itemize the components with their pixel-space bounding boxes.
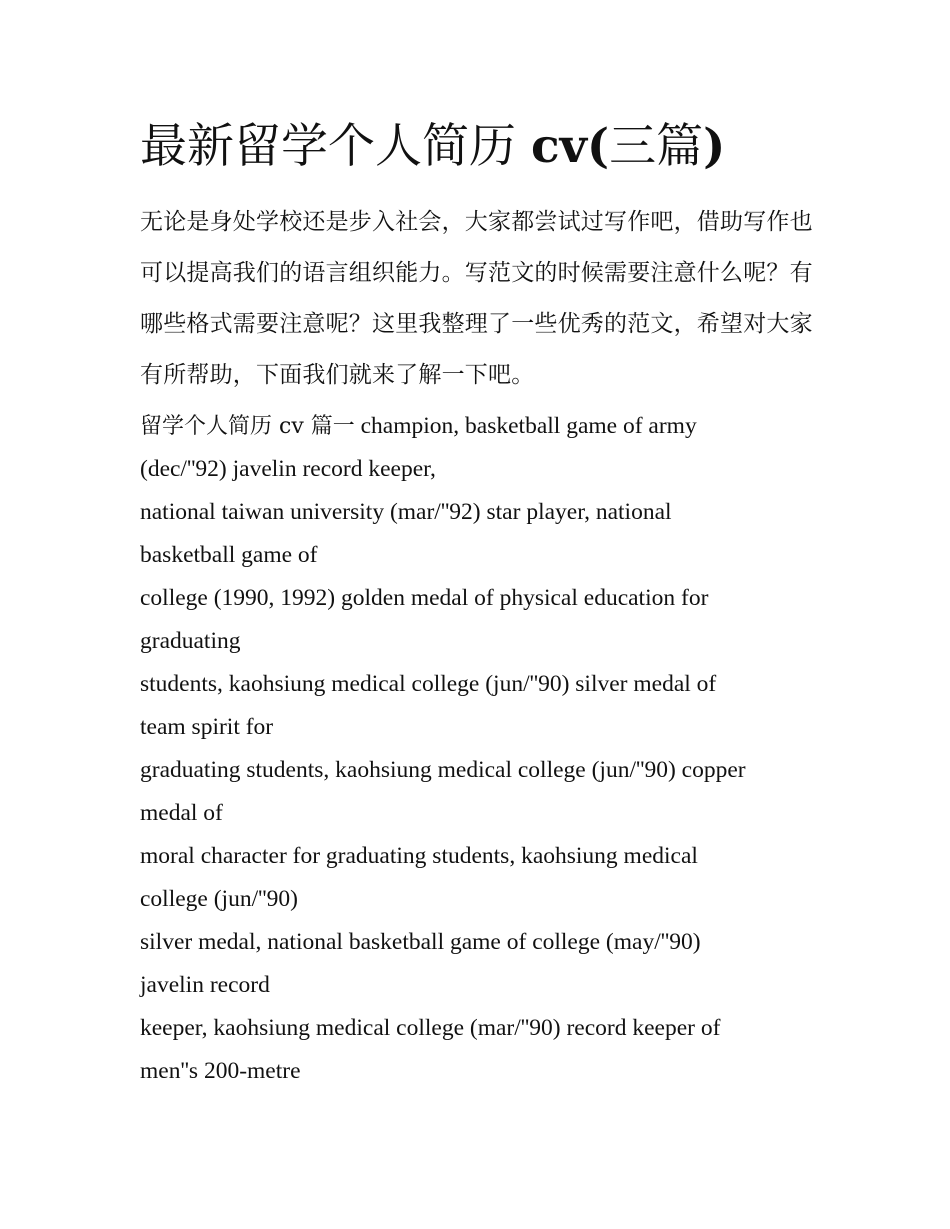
title-latin: cv( [530, 119, 610, 174]
cv-line: men''s 200-metre [140, 1058, 301, 1084]
cv-line: basketball game of [140, 542, 318, 568]
cv-line: moral character for graduating students, kaohsiung medical [140, 843, 698, 869]
cv-line: college (jun/''90) [140, 886, 298, 912]
cv-line: 留学个人简历 cv 篇一 champion, basketball game of army [140, 413, 697, 439]
cv-line: medal of [140, 800, 223, 826]
cv-line: graduating students, kaohsiung medical college (jun/''90) copper [140, 757, 746, 783]
cv-line: graduating [140, 628, 241, 654]
title-chinese: 最新留学个人简历 [140, 119, 516, 174]
intro-paragraph: 无论是身处学校还是步入社会，大家都尝试过写作吧，借助写作也可以提高我们的语言组织能力。写范文的时候需要注意什么呢？有哪些格式需要注意呢？这里我整理了一些优秀的范文，希望对大家有所帮助，下面我们就来了解一下吧。 [140, 209, 813, 388]
cv-line: (dec/''92) javelin record keeper, [140, 456, 436, 482]
cv-line: keeper, kaohsiung medical college (mar/''90) record keeper of [140, 1015, 721, 1041]
title-close: ) [703, 119, 726, 174]
section-heading: 留学个人简历 cv 篇一 [140, 414, 355, 439]
title-chinese-end: 三篇 [609, 119, 704, 174]
document-title [140, 113, 725, 181]
cv-line: college (1990, 1992) golden medal of physical education for [140, 585, 709, 611]
cv-line: students, kaohsiung medical college (jun/''90) silver medal of [140, 671, 717, 697]
cv-line: silver medal, national basketball game of college (may/''90) [140, 929, 701, 955]
cv-body [140, 405, 820, 1093]
cv-line: national taiwan university (mar/''92) star player, national [140, 499, 672, 525]
cv-line: javelin record [140, 972, 270, 998]
cv-line: team spirit for [140, 714, 274, 740]
